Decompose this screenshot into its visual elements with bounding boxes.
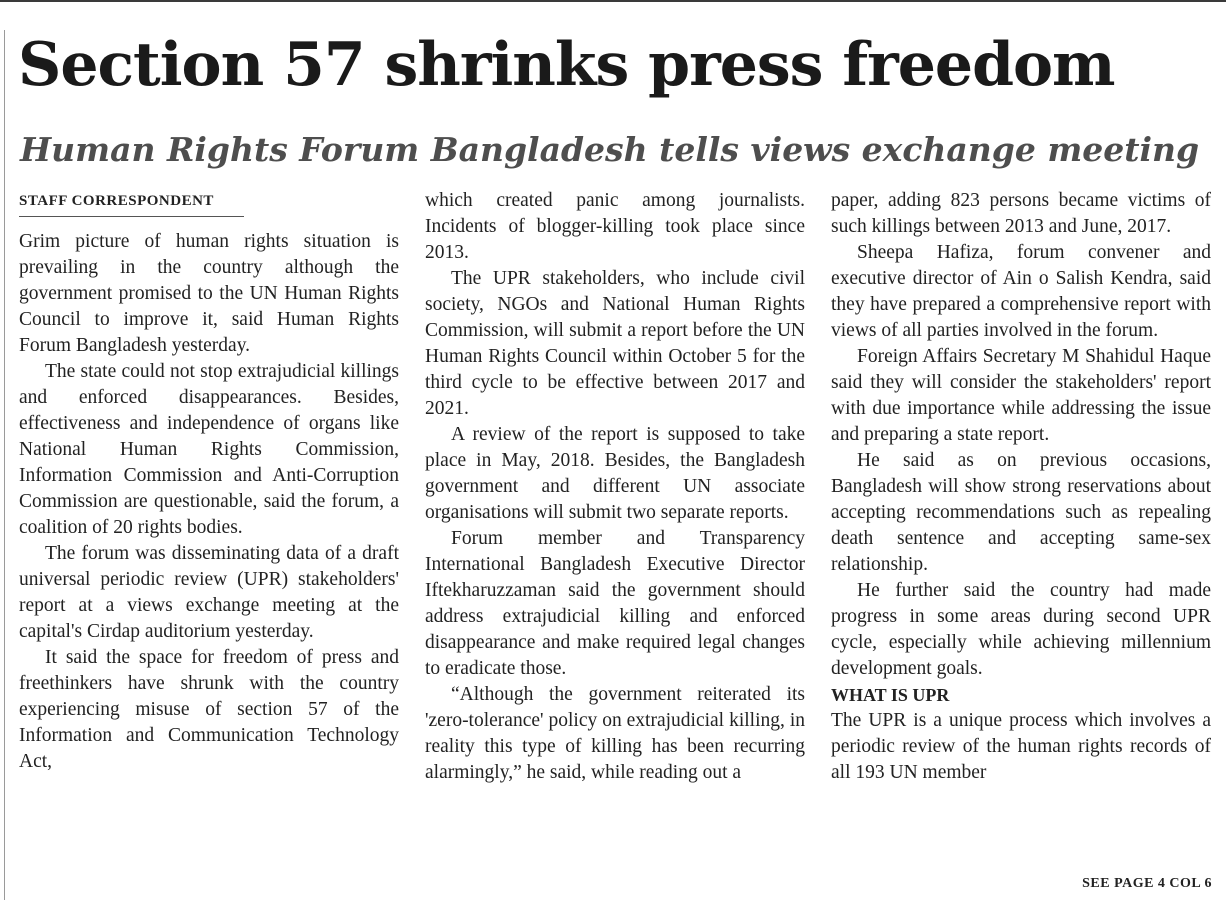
paragraph: The forum was disseminating data of a draft universal periodic review (UPR) stakeholders' report at a views exchange meeting at the capital's Cirdap auditorium yesterday.	[19, 543, 399, 642]
article-column-2	[425, 188, 805, 786]
paragraph: paper, adding 823 persons became victims of such killings between 2013 and June, 2017.	[831, 190, 1211, 237]
article-column-3	[831, 188, 1211, 786]
paragraph: which created panic among journalists. Incidents of blogger-killing took place since 2013.	[425, 190, 805, 263]
paragraph: The state could not stop extrajudicial killings and enforced disappearances. Besides, effectiveness and independence of organs like National Human Rights Commission, Information Commission and Anti-Corruption Commission are questionable, said the forum, a coalition of 20 rights bodies.	[19, 361, 399, 538]
paragraph: Foreign Affairs Secretary M Shahidul Haque said they will consider the stakeholders' report with due importance while addressing the issue and preparing a state report.	[831, 346, 1211, 445]
paragraph: Sheepa Hafiza, forum convener and executive director of Ain o Salish Kendra, said they have prepared a comprehensive report with views of all parties involved in the forum.	[831, 242, 1211, 341]
paragraph: “Although the government reiterated its 'zero-tolerance' policy on extrajudicial killing, in reality this type of killing has been recurring alarmingly,” he said, while reading out a	[425, 684, 805, 783]
paragraph: Forum member and Transparency International Bangladesh Executive Director Iftekharuzzaman said the government should address extrajudicial killing and enforced disappearance and make required legal changes to eradicate those.	[425, 528, 805, 679]
paragraph: He further said the country had made progress in some areas during second UPR cycle, especially while achieving millennium development goals.	[831, 580, 1211, 679]
paragraph: The UPR is a unique process which involves a periodic review of the human rights records of all 193 UN member	[831, 710, 1211, 783]
subheadline: Human Rights Forum Bangladesh tells views exchange meeting	[20, 130, 1200, 169]
paragraph: He said as on previous occasions, Bangladesh will show strong reservations about accepting recommendations such as repealing death sentence and accepting same-sex relationship.	[831, 450, 1211, 575]
byline: STAFF CORRESPONDENT	[19, 188, 244, 217]
paragraph: The UPR stakeholders, who include civil society, NGOs and National Human Rights Commission, will submit a report before the UN Human Rights Council within October 5 for the third cycle to be effective between 2017 and 2021.	[425, 268, 805, 419]
article-column-1	[19, 188, 399, 775]
continuation-line: SEE PAGE 4 COL 6	[1082, 876, 1212, 891]
paragraph: A review of the report is supposed to take place in May, 2018. Besides, the Bangladesh government and different UN associate organisations will submit two separate reports.	[425, 424, 805, 523]
headline: Section 57 shrinks press freedom	[18, 30, 1115, 100]
left-column-rule	[4, 30, 5, 900]
paragraph: It said the space for freedom of press and freethinkers have shrunk with the country experiencing misuse of section 57 of the Information and Communication Technology Act,	[19, 647, 399, 772]
top-rule	[0, 0, 1226, 2]
section-heading: WHAT IS UPR	[831, 685, 950, 705]
paragraph: Grim picture of human rights situation is prevailing in the country although the government promised to the UN Human Rights Council to improve it, said Human Rights Forum Bangladesh yesterday.	[19, 231, 399, 356]
